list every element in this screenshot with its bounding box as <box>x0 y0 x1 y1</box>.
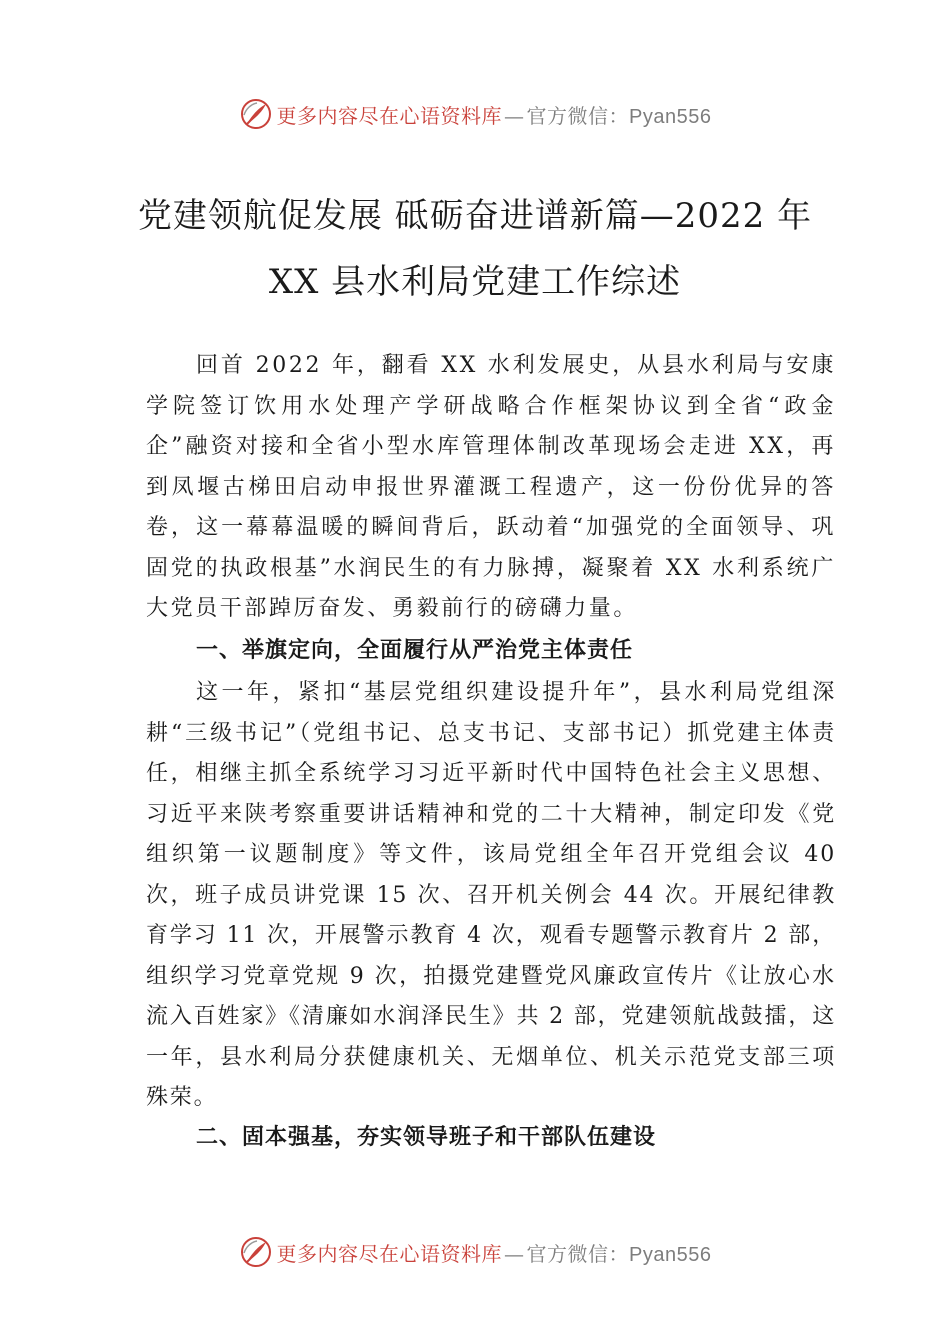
header-watermark-banner <box>0 92 950 136</box>
body-paragraph-1: 回首 2022 年，翻看 XX 水利发展史，从县水利局与安康学院签订饮用水处理产学研战略合作框架协议到全省“政金企”融资对接和全省小型水库管理体制改革现场会走进 XX，再到凤堰古梯田启动申报世界灌溉工程遗产，这一份份优异的答卷，这一幕幕温暖的瞬间背后，跃动着“加强党的全面领导、巩固党的执政根基”水润民生的有力脉搏，凝聚着 XX 水利系统广大党员干部踔厉奋发、勇毅前行的磅礴力量。 <box>146 353 836 621</box>
quill-logo-icon <box>239 1235 273 1269</box>
banner-wechat-id: Pyan556 <box>629 1243 712 1266</box>
banner-dash: — <box>504 103 525 128</box>
banner-text <box>277 100 712 129</box>
banner-site-name: 更多内容尽在心语资料库 <box>276 1241 503 1266</box>
banner-dash: — <box>504 1241 525 1266</box>
document-title-line1: 党建领航促发展 砥砺奋进谱新篇—2022 年 <box>137 196 813 236</box>
banner-wechat-label: 官方微信： <box>526 103 630 128</box>
document-title-line2: XX 县水利局党建工作综述 <box>268 262 682 302</box>
body-paragraph-2: 这一年，紧扣“基层党组织建设提升年”，县水利局党组深耕“三级书记”（党组书记、总支书记、支部书记）抓党建主体责任，相继主抓全系统学习习近平新时代中国特色社会主义思想、习近平来陕考察重要讲话精神和党的二十大精神，制定印发《党组织第一议题制度》等文件，该局党组全年召开党组会议 40 次，班子成员讲党课 15 次、召开机关例会 44 次。开展纪律教育学习 11 次，开展警示教育 4 次，观看专题警示教育片 2 部，组织学习党章党规 9 次，拍摄党建暨党风廉政宣传片《让放心水流入百姓家》《清廉如水润泽民生》共 2 部，党建领航战鼓擂，这一年，县水利局分获健康机关、无烟单位、机关示范党支部三项殊荣。 <box>146 680 836 1110</box>
section-heading-2: 二、固本强基，夯实领导班子和干部队伍建设 <box>196 1125 657 1150</box>
section-heading-1: 一、举旗定向，全面履行从严治党主体责任 <box>196 638 634 663</box>
banner-wechat-label: 官方微信： <box>526 1241 630 1266</box>
quill-logo-icon <box>239 97 273 131</box>
banner-wechat-id: Pyan556 <box>629 105 712 128</box>
banner-text <box>277 1238 712 1267</box>
footer-watermark-banner <box>0 1230 950 1274</box>
banner-site-name: 更多内容尽在心语资料库 <box>276 103 503 128</box>
